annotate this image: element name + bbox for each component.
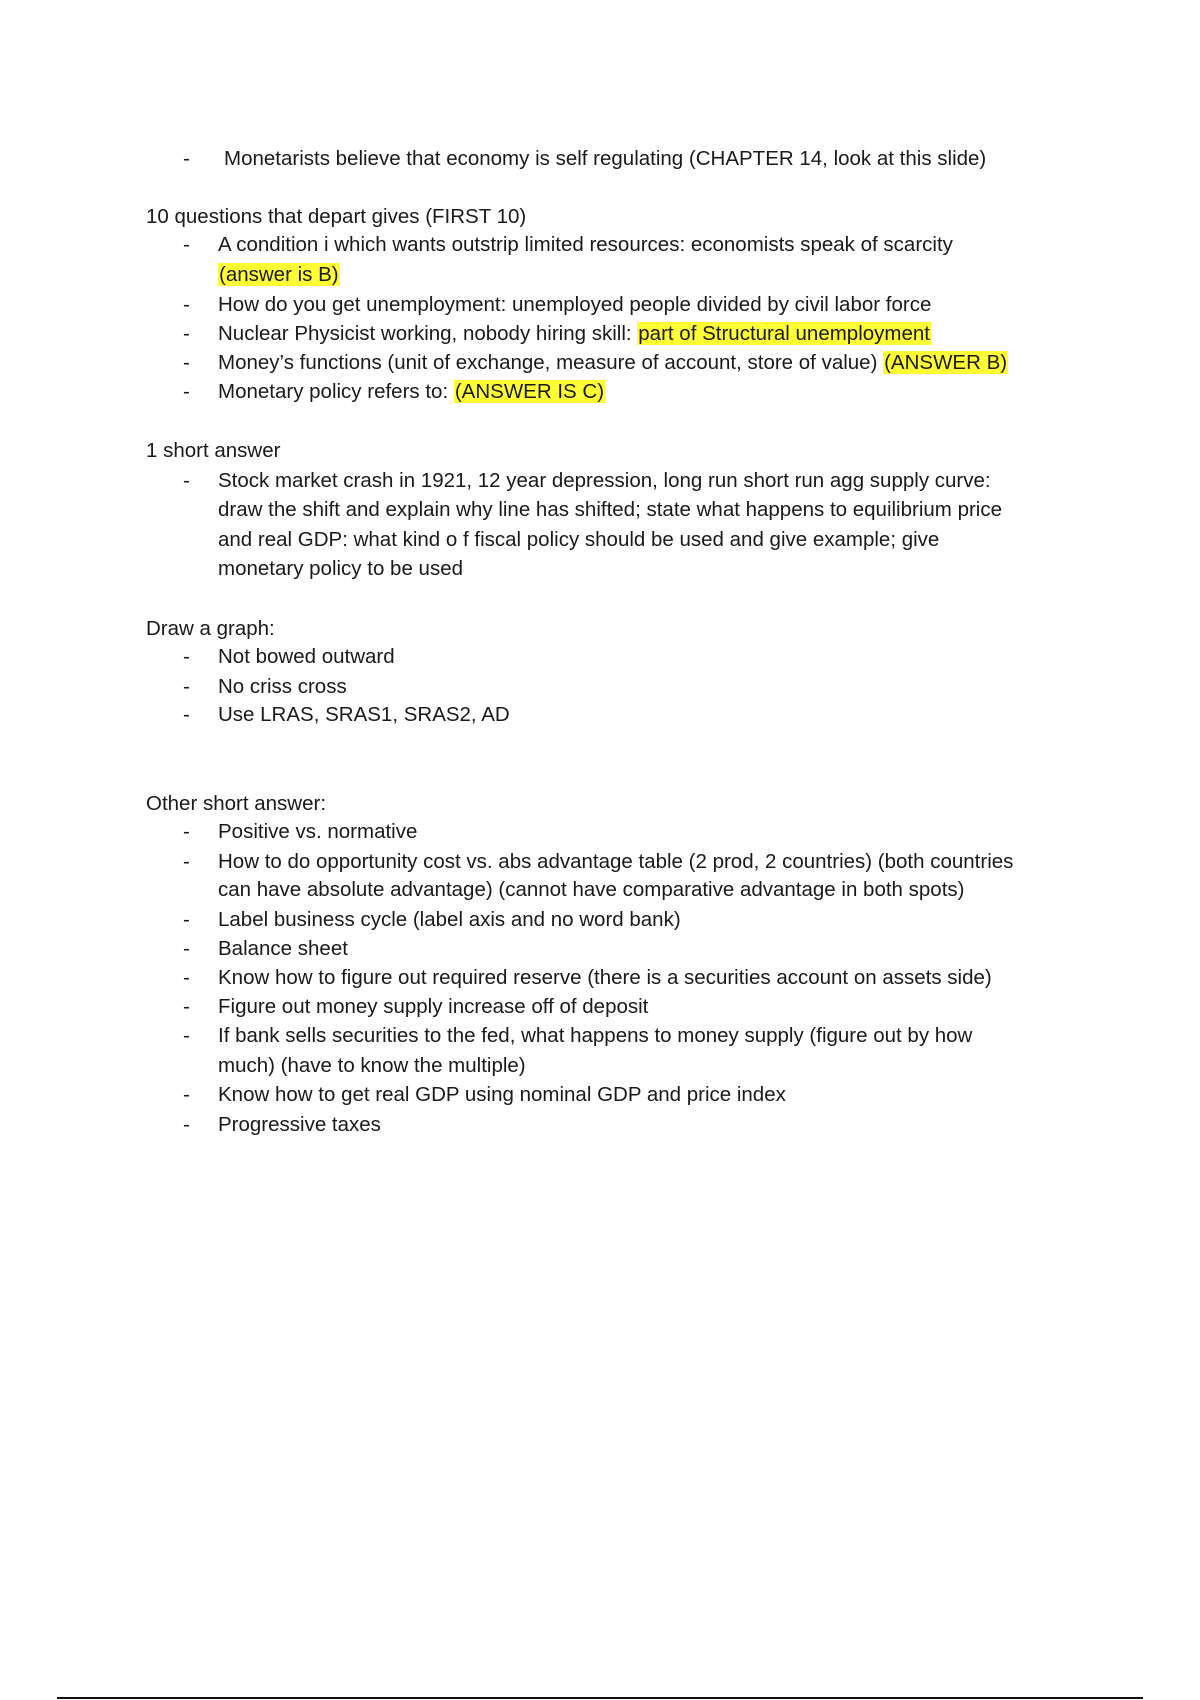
bullet-dash: - <box>183 1083 190 1106</box>
scarcity-answer <box>218 261 340 289</box>
bullet-dash: - <box>183 293 190 316</box>
bullet-dash: - <box>183 675 190 698</box>
short-answer-heading: 1 short answer <box>146 439 281 462</box>
questions-heading: 10 questions that depart gives (FIRST 10) <box>146 205 527 228</box>
graph-heading: Draw a graph: <box>146 617 275 640</box>
physicist-text: Nuclear Physicist working, nobody hiring skill: <box>218 322 638 345</box>
bullet-dash: - <box>183 1024 190 1047</box>
other-item: Progressive taxes <box>218 1113 381 1136</box>
page-bottom-rule <box>57 1697 1143 1699</box>
graph-item: Not bowed outward <box>218 645 395 668</box>
money-functions-text: Money’s functions (unit of exchange, measure of account, store of value) <box>218 351 884 374</box>
answer-highlight: (ANSWER B) <box>884 351 1008 374</box>
other-item: Know how to get real GDP using nominal GDP and price index <box>218 1083 786 1106</box>
answer-highlight: (answer is B) <box>219 263 339 286</box>
short-answer-line: and real GDP: what kind o f fiscal policy should be used and give example; give <box>218 528 940 551</box>
unemployment-item: How do you get unemployment: unemployed people divided by civil labor force <box>218 293 932 316</box>
bullet-dash: - <box>183 322 190 345</box>
other-item-continued: can have absolute advantage) (cannot have comparative advantage in both spots) <box>218 878 965 901</box>
other-item: Know how to figure out required reserve (there is a securities account on assets side) <box>218 966 992 989</box>
short-answer-line: monetary policy to be used <box>218 557 463 580</box>
bullet-dash: - <box>183 1113 190 1136</box>
scarcity-item: A condition i which wants outstrip limited resources: economists speak of scarcity <box>218 233 953 256</box>
answer-highlight: part of Structural unemployment <box>638 322 930 345</box>
answer-highlight: (ANSWER IS C) <box>454 380 605 403</box>
monetary-policy-item <box>218 378 605 406</box>
bullet-dash: - <box>183 147 190 170</box>
other-item: If bank sells securities to the fed, what happens to money supply (figure out by how <box>218 1024 973 1047</box>
money-functions-item <box>218 349 1008 377</box>
other-item: Figure out money supply increase off of deposit <box>218 995 649 1018</box>
bullet-dash: - <box>183 966 190 989</box>
bullet-dash: - <box>183 380 190 403</box>
monetarists-item: Monetarists believe that economy is self regulating (CHAPTER 14, look at this slide) <box>224 147 987 170</box>
other-item: Label business cycle (label axis and no word bank) <box>218 908 681 931</box>
physicist-item <box>218 320 931 348</box>
graph-item: Use LRAS, SRAS1, SRAS2, AD <box>218 703 510 726</box>
bullet-dash: - <box>183 908 190 931</box>
bullet-dash: - <box>183 820 190 843</box>
other-item: Positive vs. normative <box>218 820 418 843</box>
bullet-dash: - <box>183 233 190 256</box>
other-item: Balance sheet <box>218 937 348 960</box>
bullet-dash: - <box>183 645 190 668</box>
bullet-dash: - <box>183 469 190 492</box>
bullet-dash: - <box>183 995 190 1018</box>
bullet-dash: - <box>183 351 190 374</box>
graph-item: No criss cross <box>218 675 347 698</box>
other-item-continued: much) (have to know the multiple) <box>218 1054 526 1077</box>
bullet-dash: - <box>183 703 190 726</box>
other-heading: Other short answer: <box>146 792 327 815</box>
bullet-dash: - <box>183 937 190 960</box>
short-answer-line: Stock market crash in 1921, 12 year depression, long run short run agg supply curve: <box>218 469 991 492</box>
bullet-dash: - <box>183 850 190 873</box>
monetary-policy-text: Monetary policy refers to: <box>218 380 454 403</box>
other-item: How to do opportunity cost vs. abs advantage table (2 prod, 2 countries) (both countries <box>218 850 1014 873</box>
short-answer-line: draw the shift and explain why line has shifted; state what happens to equilibrium price <box>218 498 1003 521</box>
